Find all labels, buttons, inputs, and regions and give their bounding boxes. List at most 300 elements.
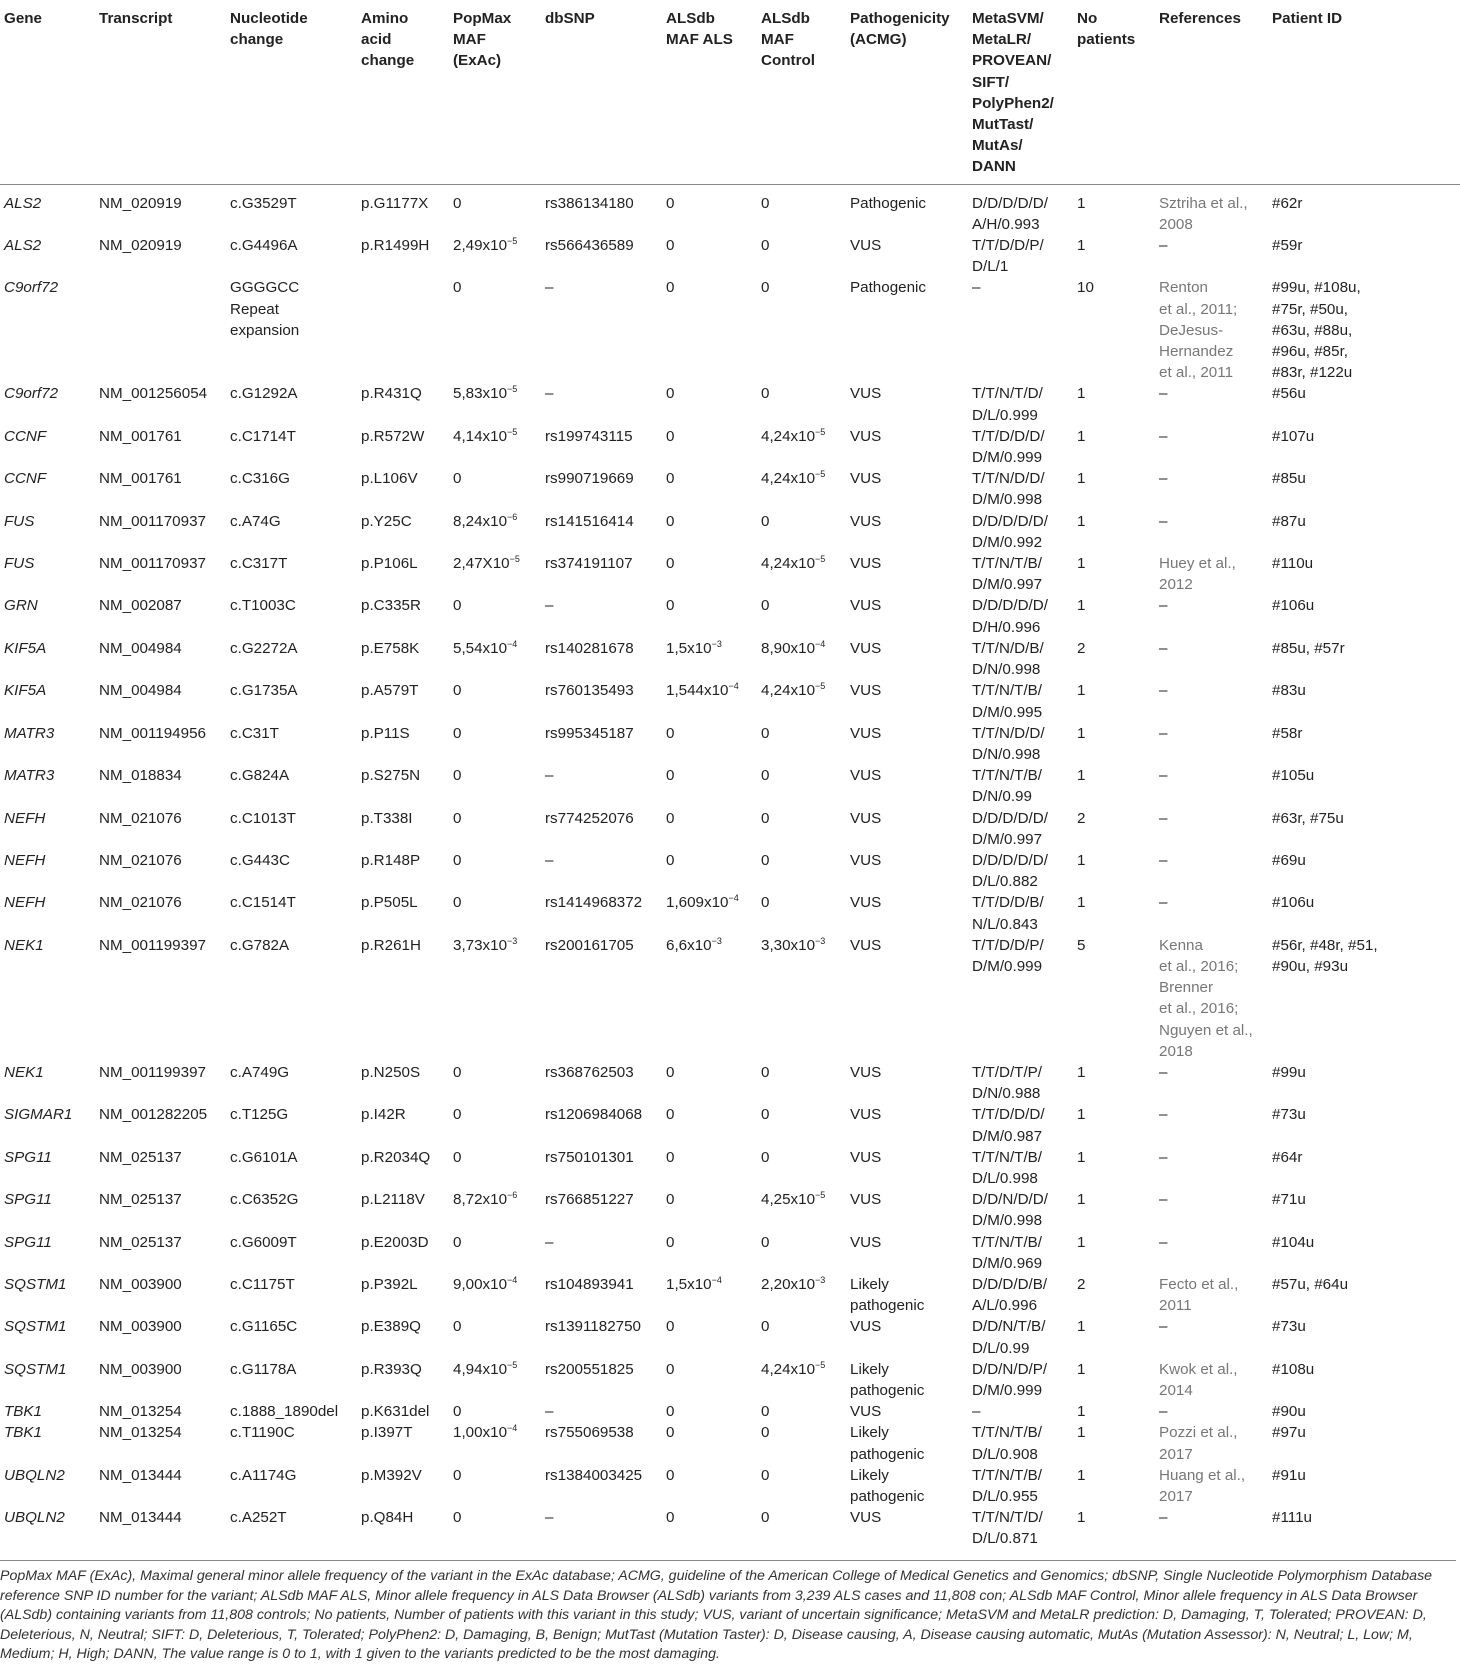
table-row (0, 1274, 1460, 1316)
cell-alsdb-maf-control: 0 (761, 597, 770, 615)
cell-nucleotide-change: c.C316G (230, 470, 290, 488)
cell-gene: GRN (4, 597, 38, 615)
cell-amino-acid-change: p.R572W (361, 427, 425, 445)
cell-transcript: NM_003900 (99, 1360, 182, 1378)
cell-patient-id: #99u, #108u, #75r, #50u, #63u, #88u, #96u, #85r, #83r, #122u (1272, 279, 1361, 382)
cell-alsdb-maf-control: 0 (761, 724, 770, 742)
cell-dbsnp: – (545, 1233, 554, 1251)
cell-predictions: D/D/N/D/P/ D/M/0.999 (972, 1360, 1048, 1399)
table-row (0, 935, 1460, 1062)
cell-alsdb-maf-control: 0 (761, 1466, 770, 1484)
cell-pathogenicity: VUS (850, 597, 882, 615)
table-row (0, 765, 1460, 807)
cell-no-patients: 1 (1077, 597, 1086, 615)
cell-nucleotide-change: c.C317T (230, 555, 288, 573)
cell-references: – (1159, 237, 1168, 255)
cell-patient-id: #64r (1272, 1148, 1303, 1166)
table-row (0, 277, 1460, 383)
column-header-patient-id: Patient ID (1268, 8, 1460, 184)
cell-alsdb-maf-als: $1,544x10^{-4}$ (666, 681, 739, 700)
cell-nucleotide-change: c.C1714T (230, 427, 296, 445)
cell-alsdb-maf-control: 0 (761, 1233, 770, 1251)
cell-popmax-maf: 0 (453, 470, 462, 488)
cell-patient-id: #99u (1272, 1063, 1306, 1081)
cell-alsdb-maf-control: $4,24x10^{-5}$ (761, 681, 826, 700)
cell-alsdb-maf-control: 0 (761, 385, 770, 403)
cell-nucleotide-change: c.A1174G (230, 1466, 297, 1484)
cell-pathogenicity: VUS (850, 1191, 882, 1209)
cell-patient-id: #58r (1272, 724, 1303, 742)
cell-references: – (1159, 1106, 1168, 1124)
table-row (0, 1316, 1460, 1358)
cell-alsdb-maf-als: $1,5x10^{-3}$ (666, 638, 722, 657)
cell-references: – (1159, 427, 1168, 445)
cell-popmax-maf: $2,49x10^{-5}$ (453, 235, 518, 255)
cell-dbsnp: rs140281678 (545, 639, 634, 657)
cell-alsdb-maf-control: 0 (761, 1063, 770, 1081)
cell-nucleotide-change: c.1888_1890del (230, 1403, 339, 1421)
cell-transcript: NM_003900 (99, 1275, 182, 1293)
cell-patient-id: #111u (1272, 1509, 1312, 1527)
cell-transcript: NM_013444 (99, 1466, 182, 1484)
cell-references: Huang et al., 2017 (1159, 1466, 1246, 1506)
cell-no-patients: 1 (1077, 767, 1086, 785)
cell-dbsnp: rs199743115 (545, 427, 633, 445)
cell-popmax-maf: $5,54x10^{-4}$ (453, 638, 518, 657)
column-header-transcript: Transcript (95, 8, 226, 184)
cell-alsdb-maf-control: 0 (761, 767, 770, 785)
cell-transcript: NM_001256054 (99, 385, 208, 403)
cell-references: – (1159, 724, 1168, 742)
cell-patient-id: #63r, #75u (1272, 809, 1344, 827)
cell-dbsnp: rs1391182750 (545, 1318, 641, 1336)
cell-alsdb-maf-control: 0 (761, 1424, 770, 1442)
cell-popmax-maf: $4,14x10^{-5}$ (453, 426, 518, 445)
cell-references: Sztriha et al., 2008 (1159, 194, 1248, 233)
cell-predictions: T/T/N/T/D/ D/L/0.871 (972, 1509, 1043, 1548)
cell-transcript (95, 277, 226, 383)
cell-dbsnp: rs766851227 (545, 1191, 634, 1209)
cell-gene: NEFH (4, 809, 46, 827)
cell-no-patients: 1 (1077, 427, 1086, 445)
cell-references: – (1159, 1233, 1168, 1251)
cell-amino-acid-change: p.M392V (361, 1466, 422, 1484)
cell-gene: ALS2 (4, 237, 42, 255)
cell-dbsnp: – (545, 385, 554, 403)
table-row (0, 1189, 1460, 1231)
table-row (0, 468, 1460, 510)
cell-references: – (1159, 682, 1168, 700)
cell-pathogenicity: VUS (850, 512, 882, 530)
cell-amino-acid-change: p.S275N (361, 767, 421, 785)
cell-gene: NEK1 (4, 1063, 44, 1081)
cell-alsdb-maf-als: 0 (666, 1509, 675, 1527)
cell-no-patients: 2 (1077, 809, 1086, 827)
cell-no-patients: 2 (1077, 639, 1086, 657)
cell-dbsnp: rs755069538 (545, 1424, 634, 1442)
cell-alsdb-maf-control: 0 (761, 851, 770, 869)
cell-no-patients: 1 (1077, 851, 1086, 869)
cell-alsdb-maf-control: $4,24x10^{-5}$ (761, 469, 826, 488)
cell-predictions: D/D/D/D/D/ D/L/0.882 (972, 851, 1048, 891)
cell-popmax-maf: 0 (453, 1106, 462, 1124)
cell-nucleotide-change: GGGGCC Repeat expansion (230, 279, 300, 339)
cell-references: – (1159, 1509, 1168, 1527)
cell-patient-id: #90u (1272, 1403, 1306, 1421)
table-row (0, 1507, 1460, 1549)
cell-predictions: D/D/D/D/D/ D/M/0.997 (972, 809, 1048, 848)
cell-dbsnp: rs1206984068 (545, 1106, 643, 1124)
cell-patient-id: #105u (1272, 767, 1315, 785)
cell-popmax-maf: 0 (453, 809, 462, 827)
cell-patient-id: #69u (1272, 851, 1306, 869)
cell-pathogenicity: VUS (850, 1106, 882, 1124)
cell-popmax-maf: 0 (453, 1148, 462, 1166)
cell-dbsnp: rs1384003425 (545, 1466, 643, 1484)
cell-amino-acid-change: p.Y25C (361, 512, 412, 530)
table-row (0, 184, 1460, 235)
cell-amino-acid-change: p.K631del (361, 1403, 430, 1421)
table-row (0, 511, 1460, 553)
cell-predictions: T/T/D/D/B/ N/L/0.843 (972, 894, 1044, 933)
cell-alsdb-maf-control: 0 (761, 512, 770, 530)
cell-pathogenicity: VUS (850, 724, 882, 742)
cell-amino-acid-change: p.P505L (361, 894, 418, 912)
cell-alsdb-maf-control: $2,20x10^{-3}$ (761, 1274, 826, 1293)
cell-references: – (1159, 767, 1168, 785)
cell-amino-acid-change: p.E2003D (361, 1233, 429, 1251)
cell-alsdb-maf-control: 0 (761, 194, 770, 212)
cell-gene: TBK1 (4, 1403, 42, 1421)
cell-amino-acid-change: p.R393Q (361, 1360, 422, 1378)
cell-pathogenicity: VUS (850, 1233, 882, 1251)
cell-predictions: T/T/D/T/P/ D/N/0.988 (972, 1063, 1043, 1103)
cell-alsdb-maf-als: 0 (666, 512, 675, 530)
cell-alsdb-maf-als: 0 (666, 237, 675, 255)
cell-transcript: NM_001194956 (99, 724, 206, 742)
cell-alsdb-maf-control: 0 (761, 237, 770, 255)
cell-patient-id: #56u (1272, 385, 1306, 403)
cell-popmax-maf: 0 (453, 767, 462, 785)
cell-predictions: T/T/N/D/D/ D/N/0.998 (972, 724, 1045, 763)
cell-predictions: T/T/N/D/B/ D/N/0.998 (972, 639, 1044, 679)
cell-alsdb-maf-als: 0 (666, 555, 675, 573)
table-row (0, 1422, 1460, 1464)
cell-nucleotide-change: c.T1190C (230, 1424, 295, 1442)
cell-dbsnp: rs200551825 (545, 1360, 634, 1378)
cell-references: Pozzi et al., 2017 (1159, 1424, 1238, 1463)
cell-dbsnp: – (545, 597, 554, 615)
cell-gene: FUS (4, 555, 35, 573)
cell-gene: ALS2 (4, 194, 42, 212)
cell-dbsnp: – (545, 851, 554, 869)
cell-patient-id: #107u (1272, 427, 1315, 445)
cell-amino-acid-change: p.N250S (361, 1063, 421, 1081)
cell-pathogenicity: Likely pathogenic (850, 1466, 925, 1506)
cell-no-patients: 1 (1077, 1318, 1086, 1336)
cell-patient-id: #56r, #48r, #51, #90u, #93u (1272, 936, 1378, 975)
cell-gene: C9orf72 (4, 279, 59, 297)
cell-alsdb-maf-als: 0 (666, 279, 675, 297)
cell-alsdb-maf-als: 0 (666, 1063, 675, 1081)
table-row (0, 808, 1460, 850)
cell-alsdb-maf-control: $4,24x10^{-5}$ (761, 426, 826, 445)
cell-alsdb-maf-als: 0 (666, 427, 675, 445)
cell-predictions: T/T/N/T/B/ D/N/0.99 (972, 767, 1043, 806)
cell-no-patients: 5 (1077, 936, 1086, 954)
cell-predictions: T/T/N/T/B/ D/L/0.955 (972, 1466, 1043, 1506)
cell-alsdb-maf-als: 0 (666, 1148, 675, 1166)
cell-pathogenicity: VUS (850, 1509, 882, 1527)
cell-amino-acid-change: p.G1177X (361, 194, 429, 212)
table-row (0, 850, 1460, 892)
cell-references: Kenna et al., 2016; Brenner et al., 2016; Nguyen et al., 2018 (1159, 936, 1253, 1060)
cell-patient-id: #85u, #57r (1272, 639, 1345, 657)
cell-references: Huey et al., 2012 (1159, 555, 1236, 594)
cell-amino-acid-change: p.T338I (361, 809, 413, 827)
column-header-alsdb-maf-control: ALSdb MAF Control (757, 8, 846, 184)
cell-patient-id: #87u (1272, 512, 1306, 530)
cell-transcript: NM_025137 (99, 1148, 182, 1166)
column-header-gene: Gene (0, 8, 95, 184)
cell-no-patients: 1 (1077, 682, 1086, 700)
cell-pathogenicity: VUS (850, 1318, 882, 1336)
cell-popmax-maf: $2,47X10^{-5}$ (453, 554, 520, 573)
cell-alsdb-maf-control: $8,90x10^{-4}$ (761, 638, 826, 657)
cell-alsdb-maf-control: $3,30x10^{-3}$ (761, 935, 826, 954)
table-row (0, 595, 1460, 637)
cell-gene: MATR3 (4, 767, 55, 785)
cell-gene: CCNF (4, 470, 47, 488)
cell-amino-acid-change: p.R261H (361, 936, 421, 954)
cell-references: – (1159, 1191, 1168, 1209)
cell-pathogenicity: VUS (850, 427, 882, 445)
cell-patient-id: #73u (1272, 1106, 1306, 1124)
cell-predictions: D/D/D/D/D/ D/H/0.996 (972, 597, 1048, 636)
cell-alsdb-maf-als: 0 (666, 1233, 675, 1251)
table-body (0, 184, 1460, 1550)
cell-pathogenicity: VUS (850, 1148, 882, 1166)
cell-popmax-maf: 0 (453, 724, 462, 742)
cell-predictions: – (972, 1403, 981, 1421)
cell-gene: FUS (4, 512, 35, 530)
cell-transcript: NM_001199397 (99, 936, 206, 954)
cell-gene: KIF5A (4, 639, 47, 657)
cell-popmax-maf: $9,00x10^{-4}$ (453, 1274, 518, 1293)
cell-no-patients: 1 (1077, 385, 1086, 403)
cell-nucleotide-change: c.T125G (230, 1106, 289, 1124)
cell-dbsnp: – (545, 279, 554, 297)
cell-pathogenicity: VUS (850, 470, 882, 488)
cell-pathogenicity: VUS (850, 809, 882, 827)
cell-pathogenicity: Likely pathogenic (850, 1360, 925, 1399)
cell-predictions: D/D/D/D/D/ A/H/0.993 (972, 194, 1048, 233)
cell-no-patients: 1 (1077, 1509, 1086, 1527)
cell-references: – (1159, 1403, 1168, 1421)
cell-references: – (1159, 385, 1168, 403)
cell-nucleotide-change: c.T1003C (230, 597, 296, 615)
cell-popmax-maf: 0 (453, 682, 462, 700)
table-footnote: PopMax MAF (ExAc), Maximal general minor allele frequency of the variant in the ExAc database; ACMG, guideline of the American College of Medical Genetics and Genomics; dbSNP, Single Nucleotide Polymorphism Database reference SNP ID number for the variant; ALSdb MAF ALS, Minor allele frequency in ALS Data Browser (ALSdb) variants from 3,239 ALS cases and 11,808 con; ALSdb MAF Control, Minor allele frequency in ALS Data Browser (ALSdb) containing variants from 11,808 controls; No patients, Number of patients with this variant in this study; VUS, variant of uncertain significance; MetaSVM and MetaLR prediction: D, Damaging, T, Tolerated; PROVEAN: D, Deleterious, N, Neutral; SIFT: D, Deleterious, T, Tolerated; PolyPhen2: D, Damaging, B, Benign; MutTast (Mutation Taster): D, Disease causing, A, Disease causing automatic, MutAs (Mutation Assessor): N, Neutral; L, Low; M, Medium; H, High; DANN, The value range is 0 to 1, with 1 given to the variants predicted to be the most damaging. (0, 1560, 1456, 1665)
cell-popmax-maf: 0 (453, 1063, 462, 1081)
cell-nucleotide-change: c.G443C (230, 851, 290, 869)
cell-gene: NEFH (4, 894, 46, 912)
cell-popmax-maf: $3,73x10^{-3}$ (453, 935, 518, 954)
cell-dbsnp: – (545, 767, 554, 785)
cell-pathogenicity: VUS (850, 936, 882, 954)
cell-patient-id: #97u (1272, 1424, 1306, 1442)
cell-pathogenicity: Likely pathogenic (850, 1275, 925, 1315)
cell-transcript: NM_025137 (99, 1233, 182, 1251)
cell-predictions: T/T/N/T/B/ D/L/0.908 (972, 1424, 1043, 1463)
cell-alsdb-maf-control: 0 (761, 1318, 770, 1336)
cell-popmax-maf: 0 (453, 597, 462, 615)
cell-dbsnp: rs368762503 (545, 1063, 634, 1081)
cell-pathogenicity: VUS (850, 894, 882, 912)
cell-dbsnp: rs990719669 (545, 470, 634, 488)
cell-dbsnp: rs104893941 (545, 1275, 634, 1293)
cell-amino-acid-change: p.I42R (361, 1106, 406, 1124)
cell-patient-id: #91u (1272, 1466, 1306, 1484)
cell-dbsnp: rs774252076 (545, 809, 634, 827)
cell-references: Renton et al., 2011; DeJesus- Hernandez et al., 2011 (1159, 279, 1238, 382)
cell-transcript: NM_001282205 (99, 1106, 208, 1124)
table-row (0, 892, 1460, 934)
cell-gene: SPG11 (4, 1191, 52, 1209)
cell-references: – (1159, 1063, 1168, 1081)
cell-transcript: NM_001199397 (99, 1063, 206, 1081)
cell-gene: SQSTM1 (4, 1275, 67, 1293)
cell-predictions: – (972, 279, 981, 297)
cell-popmax-maf: $5,83x10^{-5}$ (453, 384, 518, 403)
cell-nucleotide-change: c.G6009T (230, 1233, 297, 1251)
cell-transcript: NM_021076 (99, 851, 182, 869)
cell-nucleotide-change: c.G3529T (230, 194, 297, 212)
cell-pathogenicity: Likely pathogenic (850, 1424, 925, 1463)
cell-no-patients: 1 (1077, 237, 1086, 255)
cell-pathogenicity: VUS (850, 555, 882, 573)
cell-predictions: T/T/N/T/D/ D/L/0.999 (972, 385, 1043, 424)
table-row (0, 638, 1460, 680)
table-row (0, 235, 1460, 277)
cell-alsdb-maf-als: 0 (666, 1360, 675, 1378)
cell-amino-acid-change: p.E389Q (361, 1318, 421, 1336)
cell-references: – (1159, 809, 1168, 827)
cell-alsdb-maf-control: 0 (761, 279, 770, 297)
cell-popmax-maf: $8,72x10^{-6}$ (453, 1190, 518, 1209)
cell-no-patients: 1 (1077, 1148, 1086, 1166)
cell-gene: KIF5A (4, 682, 47, 700)
cell-popmax-maf: 0 (453, 1318, 462, 1336)
cell-amino-acid-change: p.R431Q (361, 385, 422, 403)
cell-alsdb-maf-control: 0 (761, 1403, 770, 1421)
cell-dbsnp: rs1414968372 (545, 894, 643, 912)
cell-alsdb-maf-als: $1,609x10^{-4}$ (666, 893, 739, 912)
cell-predictions: T/T/N/T/B/ D/M/0.969 (972, 1233, 1043, 1272)
table-row (0, 1062, 1460, 1104)
column-header-popmax-maf: PopMax MAF (ExAc) (449, 8, 541, 184)
cell-transcript: NM_001761 (99, 427, 182, 445)
table-row (0, 553, 1460, 595)
cell-alsdb-maf-control: 0 (761, 1106, 770, 1124)
cell-predictions: T/T/N/D/D/ D/M/0.998 (972, 470, 1045, 509)
cell-transcript: NM_004984 (99, 682, 182, 700)
cell-transcript: NM_001170937 (99, 555, 206, 573)
cell-references: – (1159, 512, 1168, 530)
cell-predictions: T/T/D/D/P/ D/M/0.999 (972, 936, 1044, 975)
table-row (0, 1359, 1460, 1401)
cell-no-patients: 10 (1077, 279, 1094, 297)
cell-pathogenicity: VUS (850, 682, 882, 700)
cell-no-patients: 1 (1077, 1106, 1086, 1124)
table-row (0, 1401, 1460, 1422)
cell-amino-acid-change: p.L106V (361, 470, 418, 488)
cell-predictions: T/T/N/T/B/ D/M/0.997 (972, 555, 1043, 594)
cell-transcript: NM_002087 (99, 597, 182, 615)
cell-amino-acid-change: p.L2118V (361, 1191, 425, 1209)
cell-dbsnp: – (545, 1403, 554, 1421)
cell-no-patients: 1 (1077, 1424, 1086, 1442)
cell-nucleotide-change: c.A749G (230, 1063, 290, 1081)
cell-gene: SPG11 (4, 1233, 52, 1251)
cell-transcript: NM_021076 (99, 809, 182, 827)
cell-nucleotide-change: c.G1178A (230, 1360, 297, 1378)
cell-nucleotide-change: c.G824A (230, 767, 290, 785)
cell-popmax-maf: 0 (453, 851, 462, 869)
cell-gene: C9orf72 (4, 385, 59, 403)
cell-nucleotide-change: c.G6101A (230, 1148, 298, 1166)
table-row (0, 1232, 1460, 1274)
cell-nucleotide-change: c.G2272A (230, 639, 298, 657)
cell-amino-acid-change: p.Q84H (361, 1509, 414, 1527)
cell-amino-acid-change: p.P106L (361, 555, 418, 573)
cell-transcript: NM_020919 (99, 194, 182, 212)
cell-no-patients: 1 (1077, 1063, 1086, 1081)
table-row (0, 1465, 1460, 1507)
cell-gene: MATR3 (4, 724, 55, 742)
column-header-alsdb-maf-als: ALSdb MAF ALS (662, 8, 757, 184)
cell-pathogenicity: VUS (850, 385, 882, 403)
cell-transcript: NM_021076 (99, 894, 182, 912)
cell-no-patients: 1 (1077, 1191, 1086, 1209)
cell-pathogenicity: VUS (850, 1403, 882, 1421)
cell-no-patients: 1 (1077, 1233, 1086, 1251)
cell-dbsnp: rs374191107 (545, 555, 633, 573)
cell-gene: SQSTM1 (4, 1318, 67, 1336)
cell-no-patients: 1 (1077, 724, 1086, 742)
cell-no-patients: 1 (1077, 1360, 1086, 1378)
table-row (0, 1104, 1460, 1146)
cell-references: – (1159, 894, 1168, 912)
cell-patient-id: #106u (1272, 894, 1315, 912)
cell-amino-acid-change: p.A579T (361, 682, 419, 700)
cell-alsdb-maf-control: $4,24x10^{-5}$ (761, 554, 826, 573)
cell-alsdb-maf-als: 0 (666, 385, 675, 403)
cell-nucleotide-change: c.G4496A (230, 237, 298, 255)
cell-gene: CCNF (4, 427, 47, 445)
cell-dbsnp: rs200161705 (545, 936, 634, 954)
cell-amino-acid-change: p.R2034Q (361, 1148, 431, 1166)
cell-nucleotide-change: c.C1514T (230, 894, 296, 912)
cell-patient-id: #62r (1272, 194, 1303, 212)
table-row (0, 426, 1460, 468)
cell-patient-id: #57u, #64u (1272, 1275, 1349, 1293)
cell-alsdb-maf-als: 0 (666, 809, 675, 827)
cell-gene: UBQLN2 (4, 1509, 65, 1527)
cell-pathogenicity: VUS (850, 1063, 882, 1081)
cell-dbsnp: – (545, 1509, 554, 1527)
cell-alsdb-maf-als: 0 (666, 470, 675, 488)
